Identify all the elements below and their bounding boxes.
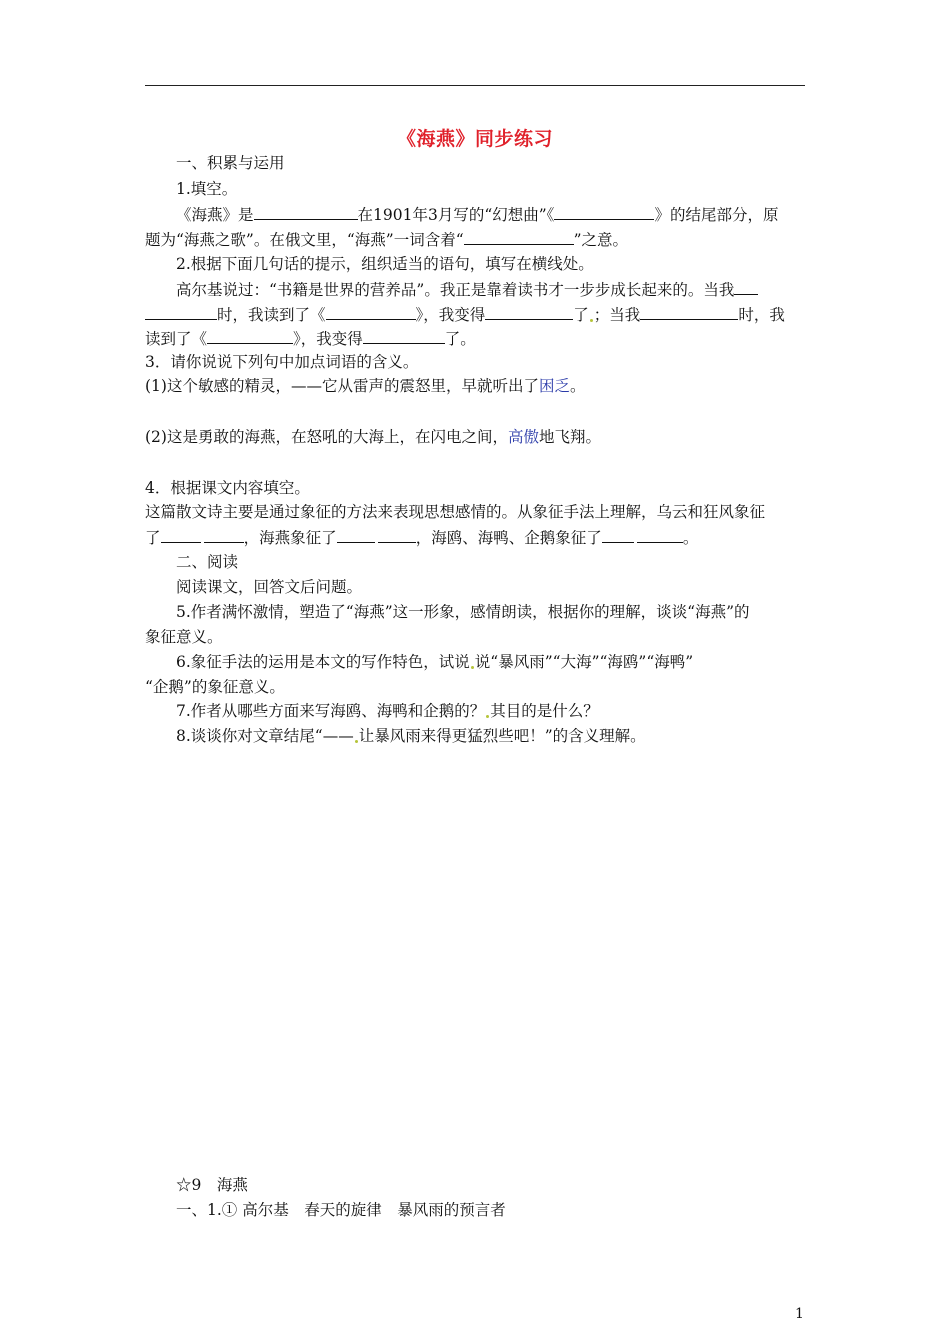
question-3-heading: 3．请你说说下列句中加点词语的含义。	[145, 353, 419, 371]
section-heading-1: 一、积累与运用	[176, 154, 285, 172]
question-1-line-2: 题为“海燕之歌”。在俄文里，“海燕”一词含着“ ”之意。	[145, 231, 629, 249]
answer-blank[interactable]	[363, 328, 445, 344]
answer-blank[interactable]	[554, 204, 654, 220]
question-6-line-2: “企鹅”的象征意义。	[145, 678, 285, 696]
answer-blank[interactable]	[602, 527, 634, 543]
emphasis-dot	[355, 740, 358, 743]
question-4-heading: 4．根据课文内容填空。	[145, 479, 310, 497]
question-7: 7.作者从哪些方面来写海鸥、海鸭和企鹅的？ 其目的是什么？	[176, 702, 599, 720]
page-title: 《海燕》同步练习	[396, 128, 553, 150]
question-6-line-1: 6.象征手法的运用是本文的写作特色，试说 说“暴风雨”“大海”“海鸥”“海鸭”	[176, 653, 694, 671]
answer-blank[interactable]	[378, 527, 416, 543]
answer-blank[interactable]	[640, 304, 738, 320]
answer-blank[interactable]	[254, 204, 358, 220]
question-1-line-1: 《海燕》是 在1901年3月写的“幻想曲”《 》的结尾部分，原	[176, 206, 779, 224]
answer-blank[interactable]	[207, 328, 293, 344]
answer-blank[interactable]	[145, 304, 217, 320]
question-8: 8.谈谈你对文章结尾“—— 让暴风雨来得更猛烈些吧！”的含义理解。	[176, 727, 646, 745]
question-5-line-2: 象征意义。	[145, 628, 223, 646]
answer-blank[interactable]	[464, 229, 574, 245]
question-2-line-2: 时，我读到了《 》，我变得 了 ；当我 时，我	[145, 304, 785, 325]
question-2-line-1: 高尔基说过：“书籍是世界的营养品”。我正是靠着读书才一步步成长起来的。当我	[176, 279, 758, 300]
answer-blank[interactable]	[204, 527, 244, 543]
question-2-heading: 2.根据下面几句话的提示，组织适当的语句，填写在横线处。	[176, 255, 594, 273]
answer-blank[interactable]	[734, 279, 758, 295]
answers-heading: ☆9 海燕	[176, 1176, 248, 1194]
emphasis-dot	[486, 715, 489, 718]
answer-blank[interactable]	[337, 527, 375, 543]
emphasis-dot	[590, 319, 593, 322]
answers-line-1: 一、1.① 高尔基 春天的旋律 暴风雨的预言者	[176, 1201, 506, 1219]
answer-blank[interactable]	[485, 304, 573, 320]
question-4-line-1: 这篇散文诗主要是通过象征的方法来表现思想感情的。从象征手法上理解，乌云和狂风象征	[145, 503, 766, 521]
answer-blank[interactable]	[326, 304, 416, 320]
emphasized-word: 高傲	[507, 428, 539, 446]
section-heading-2: 二、阅读	[176, 553, 239, 571]
question-3-item-1: (1)这个敏感的精灵，——它从雷声的震怒里，早就听出了困乏。	[145, 377, 586, 395]
emphasized-word: 困乏	[538, 377, 570, 395]
answer-blank[interactable]	[637, 527, 683, 543]
reading-intro: 阅读课文，回答文后问题。	[176, 578, 363, 596]
emphasis-dot	[471, 666, 474, 669]
page-number: 1	[795, 1306, 804, 1322]
question-4-line-2: 了 ，海燕象征了 ，海鸥、海鸭、企鹅象征了 。	[145, 529, 699, 547]
header-rule	[145, 85, 805, 86]
answer-blank[interactable]	[161, 527, 201, 543]
question-2-line-3: 读到了《 》，我变得 了。	[145, 330, 476, 348]
question-3-item-2: (2)这是勇敢的海燕，在怒吼的大海上，在闪电之间，高傲地飞翔。	[145, 428, 601, 446]
question-5-line-1: 5.作者满怀激情，塑造了“海燕”这一形象，感情朗读，根据你的理解，谈谈“海燕”的	[176, 603, 750, 621]
question-1-heading: 1.填空。	[176, 180, 238, 198]
